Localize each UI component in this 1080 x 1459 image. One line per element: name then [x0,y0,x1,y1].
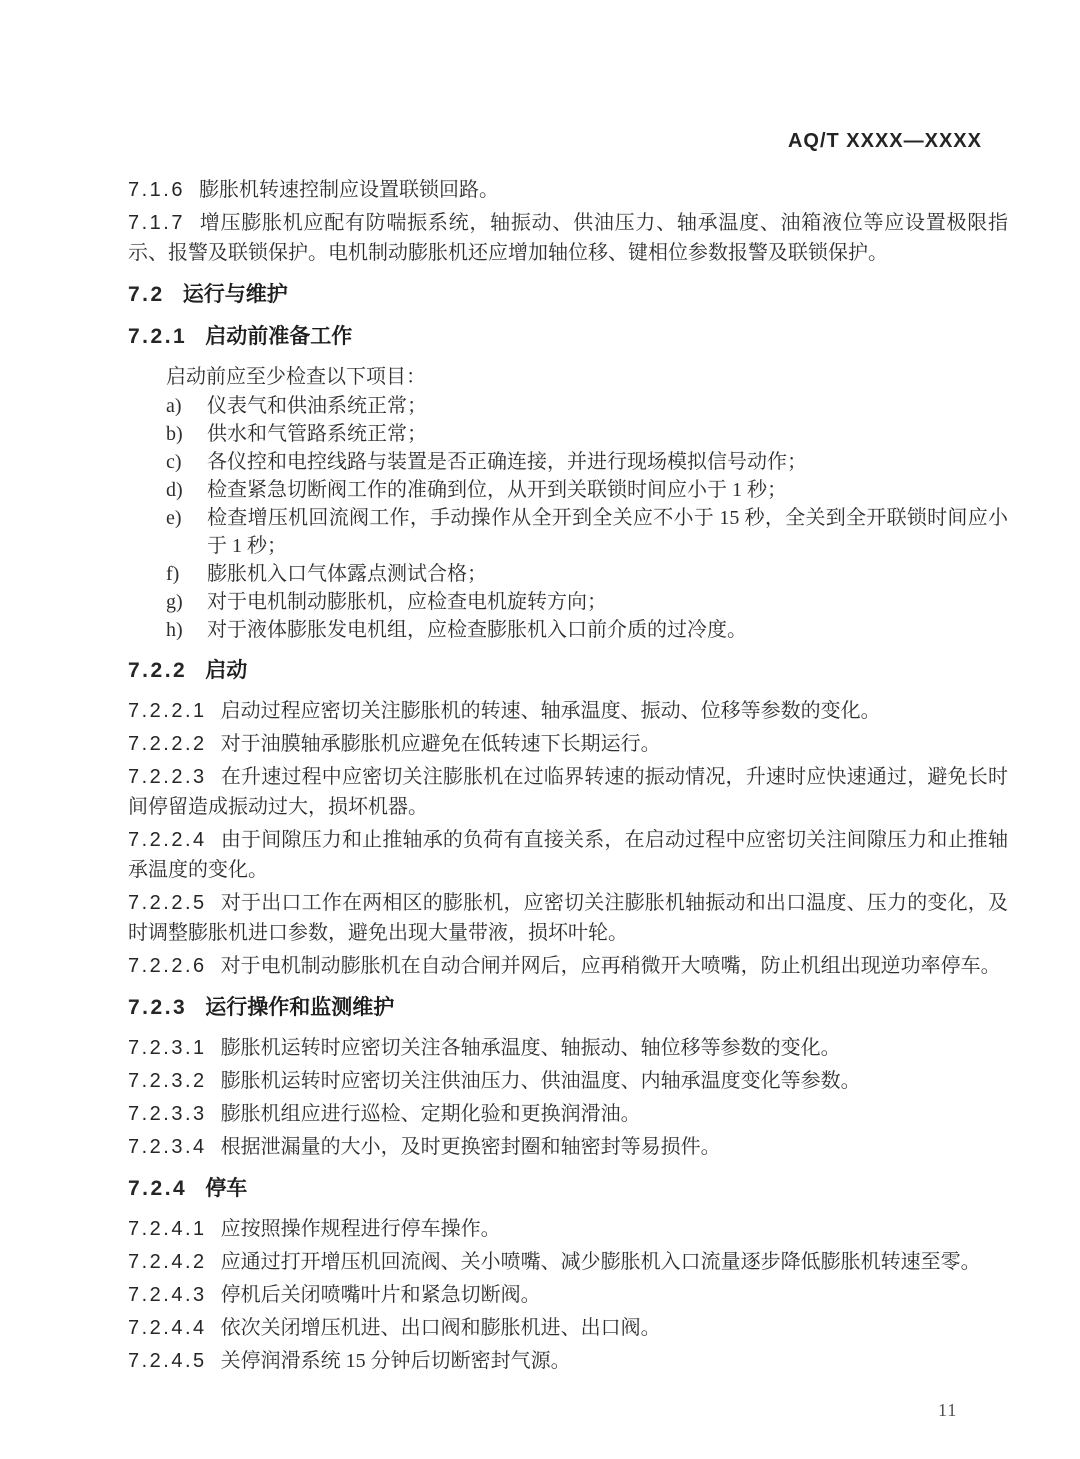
clause-number: 7.2.2.1 [128,700,207,722]
clause-7-2-2-5 [128,888,1008,948]
clause-7-2-4-4 [128,1313,1008,1343]
clause-number: 7.2.3.4 [128,1136,207,1158]
list-item-text: 各仪控和电控线路与装置是否正确连接，并进行现场模拟信号动作； [207,451,807,473]
heading-7-2-3 [128,993,1008,1023]
heading-title: 运行与维护 [182,283,288,306]
clause-text: 对于电机制动膨胀机在自动合闸并网后，应再稍微开大喷嘴，防止机组出现逆功率停车。 [220,955,1001,977]
clause-7-2-3-2 [128,1066,1008,1096]
clause-text: 膨胀机运转时应密切关注供油压力、供油温度、内轴承温度变化等参数。 [220,1070,861,1092]
clause-text: 在升速过程中应密切关注膨胀机在过临界转速的振动情况，升速时应快速通过，避免长时间停留造成振动过大，损坏机器。 [128,766,1008,818]
heading-number: 7.2.1 [128,325,188,348]
clause-text: 对于油膜轴承膨胀机应避免在低转速下长期运行。 [220,733,661,755]
list-item-text: 对于电机制动膨胀机，应检查电机旋转方向； [207,591,607,613]
document-body [128,0,1008,1379]
clause-7-2-2-1 [128,696,1008,726]
list-marker: c) [166,451,182,473]
clause-7-2-2-4 [128,825,1008,885]
clause-7-2-4-2 [128,1247,1008,1277]
clause-text: 关停润滑系统 15 分钟后切断密封气源。 [220,1350,571,1372]
clause-7-2-3-1 [128,1033,1008,1063]
list-marker: h) [166,619,183,641]
list-item-b [128,420,1008,448]
list-marker: d) [166,479,183,501]
clause-number: 7.2.3.3 [128,1103,207,1125]
heading-number: 7.2.3 [128,996,188,1019]
clause-text: 应按照操作规程进行停车操作。 [220,1218,501,1240]
clause-text: 停机后关闭喷嘴叶片和紧急切断阀。 [220,1284,541,1306]
clause-text: 膨胀机组应进行巡检、定期化验和更换润滑油。 [220,1103,641,1125]
clause-number: 7.2.2.6 [128,955,207,977]
clause-text: 增压膨胀机应配有防喘振系统，轴振动、供油压力、轴承温度、油箱液位等应设置极限指示、报警及联锁保护。电机制动膨胀机还应增加轴位移、键相位参数报警及联锁保护。 [128,212,1008,264]
checklist [128,392,1008,644]
heading-number: 7.2.2 [128,659,188,682]
list-item-text: 仪表气和供油系统正常； [207,395,427,417]
clause-number: 7.2.4.4 [128,1317,207,1339]
list-marker: b) [166,423,183,445]
heading-7-2-2 [128,656,1008,686]
list-item-text: 膨胀机入口气体露点测试合格； [207,563,487,585]
clause-number: 7.1.7 [128,212,185,234]
clause-7-1-7 [128,208,1008,268]
list-item-text: 供水和气管路系统正常； [207,423,427,445]
list-marker: g) [166,591,183,613]
doc-number-header: AQ/T XXXX—XXXX [787,130,982,152]
page-number: 11 [938,1400,958,1420]
clause-7-2-4-5 [128,1346,1008,1376]
heading-7-2 [128,280,1008,310]
clause-7-2-3-3 [128,1099,1008,1129]
list-marker: e) [166,507,182,529]
clause-text: 根据泄漏量的大小，及时更换密封圈和轴密封等易损件。 [220,1136,721,1158]
clause-7-2-3-4 [128,1132,1008,1162]
clause-7-1-6 [128,175,1008,205]
list-marker: a) [166,395,182,417]
clause-number: 7.2.4.1 [128,1218,207,1240]
list-item-text: 检查增压机回流阀工作，手动操作从全开到全关应不小于 15 秒，全关到全开联锁时间应小于 1 秒； [207,507,1008,557]
heading-title: 启动前准备工作 [205,325,353,348]
clause-7-2-2-2 [128,729,1008,759]
clause-number: 7.2.3.2 [128,1070,207,1092]
list-item-h [128,616,1008,644]
list-item-a [128,392,1008,420]
checklist-intro: 启动前应至少检查以下项目： [166,366,426,388]
heading-number: 7.2 [128,283,165,306]
clause-number: 7.2.4.5 [128,1350,207,1372]
clause-number: 7.2.4.2 [128,1251,207,1273]
clause-7-2-2-6 [128,951,1008,981]
clause-number: 7.2.2.4 [128,829,207,851]
list-item-g [128,588,1008,616]
clause-text: 对于出口工作在两相区的膨胀机，应密切关注膨胀机轴振动和出口温度、压力的变化，及时调整膨胀机进口参数，避免出现大量带液，损坏叶轮。 [128,892,1008,944]
list-item-d [128,476,1008,504]
clause-number: 7.1.6 [128,179,185,201]
heading-title: 运行操作和监测维护 [205,996,395,1019]
heading-number: 7.2.4 [128,1177,188,1200]
clause-text: 启动过程应密切关注膨胀机的转速、轴承温度、振动、位移等参数的变化。 [220,700,881,722]
list-item-text: 检查紧急切断阀工作的准确到位，从开到关联锁时间应小于 1 秒； [207,479,787,501]
clause-text: 由于间隙压力和止推轴承的负荷有直接关系，在启动过程中应密切关注间隙压力和止推轴承温度的变化。 [128,829,1008,881]
heading-7-2-4 [128,1174,1008,1204]
list-item-c [128,448,1008,476]
clause-number: 7.2.4.3 [128,1284,207,1306]
clause-number: 7.2.2.2 [128,733,207,755]
clause-7-2-4-3 [128,1280,1008,1310]
heading-title: 停车 [205,1177,248,1200]
clause-text: 依次关闭增压机进、出口阀和膨胀机进、出口阀。 [220,1317,661,1339]
clause-number: 7.2.2.3 [128,766,207,788]
heading-7-2-1 [128,322,1008,352]
clause-text: 膨胀机运转时应密切关注各轴承温度、轴振动、轴位移等参数的变化。 [220,1037,841,1059]
list-marker: f) [166,563,180,585]
clause-number: 7.2.3.1 [128,1037,207,1059]
list-item-f [128,560,1008,588]
clause-7-2-4-1 [128,1214,1008,1244]
list-item-text: 对于液体膨胀发电机组，应检查膨胀机入口前介质的过冷度。 [207,619,747,641]
clause-7-2-2-3 [128,762,1008,822]
clause-text: 膨胀机转速控制应设置联锁回路。 [198,179,499,201]
heading-title: 启动 [205,659,248,682]
clause-text: 应通过打开增压机回流阀、关小喷嘴、减少膨胀机入口流量逐步降低膨胀机转速至零。 [220,1251,981,1273]
clause-number: 7.2.2.5 [128,892,207,914]
list-item-e [128,504,1008,560]
